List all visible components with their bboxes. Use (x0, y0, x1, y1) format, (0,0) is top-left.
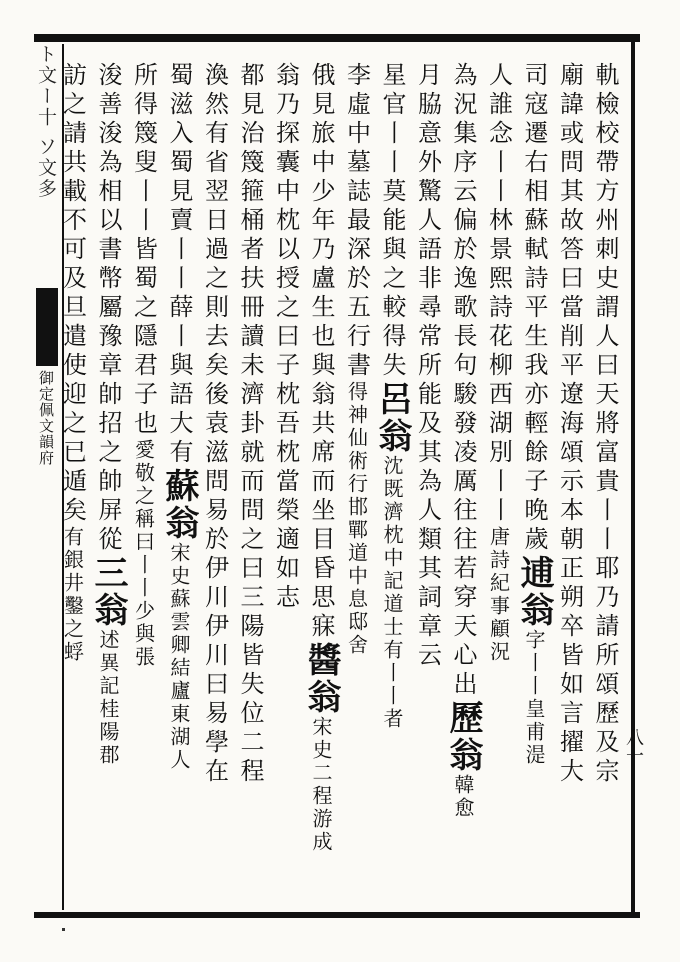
column-text: 字丨丨皇甫湜 (522, 629, 546, 767)
bottom-border (34, 912, 640, 918)
text-column (271, 62, 301, 908)
text-column (514, 62, 554, 908)
column-text: 唐詩紀事顧況 (486, 526, 511, 664)
margin-black-block (36, 288, 58, 366)
column-text: 韓愈 (451, 774, 475, 820)
entry-heading: 醬翁 (301, 642, 341, 716)
text-column (301, 62, 341, 908)
column-text: 廟諱或問其故答曰當削平遼海頌示本朝正朔卒皆如言擢大 (555, 62, 584, 787)
column-text: 月脇意外驚人語非尋常所能及其為人類其詞章云 (413, 62, 442, 671)
text-column (58, 62, 88, 908)
top-border (34, 34, 640, 42)
text-column (159, 62, 199, 908)
column-text: 述異記桂陽郡 (96, 629, 120, 767)
right-border (631, 34, 635, 918)
column-text: 訪之請共載不可及旦遣使迎之已遁矣 (58, 62, 87, 526)
text-column (129, 62, 159, 908)
text-column (413, 62, 443, 908)
column-text: 翁乃探囊中枕以授之曰子枕吾枕當榮適如志 (271, 62, 300, 613)
column-text: 宋史蘇雲卿結廬東湖人 (167, 542, 191, 772)
stray-mark (62, 928, 65, 931)
column-text: 得神仙術行邯鄲道中息邸舍 (344, 381, 369, 657)
entry-heading: 呂翁 (372, 381, 412, 455)
entry-heading: 蘇翁 (159, 468, 199, 542)
book-title: 御定佩文韻府 (37, 370, 55, 466)
column-text: 渙然有省翌日過之則去矣後袁滋問易於伊川伊川曰易學在 (200, 62, 229, 787)
column-text: 軌檢校帶方州刺史謂人曰天將富貴丨丨耶乃請所頌歷及宗 (591, 62, 619, 787)
column-text: 李虛中墓誌最深於五行書 (342, 62, 371, 381)
column-text: 浚善浚為相以書幣屬豫章帥招之帥屏從 (94, 62, 122, 555)
text-column (88, 62, 128, 908)
text-column (484, 62, 514, 908)
entry-heading: 三翁 (88, 555, 128, 629)
column-text: 星官丨丨莫能與之較得失 (378, 62, 406, 381)
column-text: 蜀滋入蜀見賣丨丨薛丨與語大有 (165, 62, 193, 468)
column-text: 有銀井鑿之蜉 (60, 526, 85, 664)
column-text: 宋史二程游成 (309, 716, 333, 854)
column-text: 都見治篾箍桶者扶冊讀未濟卦就而問之曰三陽皆失位二程 (236, 62, 264, 787)
column-text: 司寇遷右相蘇軾詩平生我亦輕餘子晚歲 (520, 62, 548, 555)
entry-heading: 逋翁 (514, 555, 554, 629)
margin-top-text: ト文ー十 ソ文多 (35, 44, 57, 200)
column-text: 愛敬之稱曰丨丨少與張 (131, 439, 156, 669)
folio-number: 八一 (623, 728, 644, 764)
text-column (555, 62, 585, 908)
column-text: 俄見旅中少年乃盧生也與翁共席而坐目昏思寐 (307, 62, 335, 642)
text-column (200, 62, 230, 908)
column-text: 沈既濟枕中記道士有丨丨者 (380, 455, 404, 731)
column-text: 人誰念丨丨林景熙詩花柳西湖別丨丨 (484, 62, 513, 526)
margin-column (34, 44, 58, 910)
text-column (235, 62, 265, 908)
text-column (590, 62, 620, 908)
column-text: 為況集序云偏於逸歌長句駿發凌厲往往若穿天心出 (449, 62, 477, 700)
text-column (372, 62, 412, 908)
entry-heading: 歷翁 (443, 700, 483, 774)
text-column (342, 62, 372, 908)
text-column (443, 62, 483, 908)
column-text: 所得篾叟丨丨皆蜀之隱君子也 (129, 62, 158, 439)
